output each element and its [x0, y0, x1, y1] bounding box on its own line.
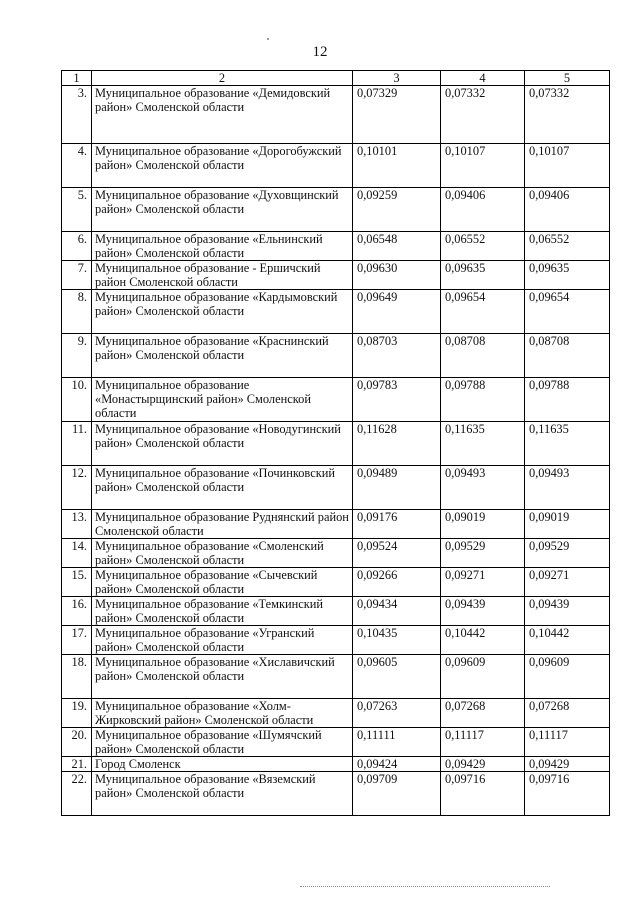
- value-col-3: 0,09424: [353, 757, 441, 772]
- row-number: 18.: [62, 655, 92, 699]
- municipality-name: Муниципальное образование «Холм-Жирковский район» Смоленской области: [92, 699, 353, 728]
- value-col-3: 0,11628: [353, 422, 441, 466]
- value-col-4: 0,09271: [441, 568, 525, 597]
- municipality-name: Муниципальное образование «Духовщинский район» Смоленской области: [92, 188, 353, 232]
- value-col-5: 0,08708: [525, 334, 610, 378]
- value-col-3: 0,09434: [353, 597, 441, 626]
- table-row: [62, 757, 610, 772]
- municipality-name: Муниципальное образование «Ельнинский район» Смоленской области: [92, 232, 353, 261]
- table-row: [62, 466, 610, 510]
- municipality-name: Муниципальное образование - Ершичский район Смоленской области: [92, 261, 353, 290]
- table-row: [62, 261, 610, 290]
- municipality-name: Муниципальное образование «Демидовский район» Смоленской области: [92, 86, 353, 144]
- value-col-5: 0,06552: [525, 232, 610, 261]
- table-row: [62, 539, 610, 568]
- value-col-5: 0,09788: [525, 378, 610, 422]
- municipality-name: Муниципальное образование «Темкинский район» Смоленской области: [92, 597, 353, 626]
- table-row: [62, 510, 610, 539]
- value-col-3: 0,06548: [353, 232, 441, 261]
- table-row: [62, 728, 610, 757]
- table-row: [62, 378, 610, 422]
- value-col-3: 0,09259: [353, 188, 441, 232]
- table-row: [62, 568, 610, 597]
- value-col-5: 0,07268: [525, 699, 610, 728]
- row-number: 6.: [62, 232, 92, 261]
- value-col-5: 0,09429: [525, 757, 610, 772]
- municipality-name: Муниципальное образование «Смоленский район» Смоленской области: [92, 539, 353, 568]
- row-number: 4.: [62, 144, 92, 188]
- table-row: [62, 655, 610, 699]
- table-row: [62, 86, 610, 144]
- table-header-row: [62, 71, 610, 86]
- row-number: 17.: [62, 626, 92, 655]
- row-number: 20.: [62, 728, 92, 757]
- value-col-3: 0,09176: [353, 510, 441, 539]
- value-col-4: 0,09406: [441, 188, 525, 232]
- scan-speck: [267, 38, 269, 40]
- value-col-3: 0,09489: [353, 466, 441, 510]
- value-col-4: 0,09788: [441, 378, 525, 422]
- table-row: [62, 290, 610, 334]
- municipality-name: Муниципальное образование «Шумячский район» Смоленской области: [92, 728, 353, 757]
- header-col-1: 1: [62, 71, 92, 86]
- value-col-3: 0,10101: [353, 144, 441, 188]
- row-number: 21.: [62, 757, 92, 772]
- header-col-3: 3: [353, 71, 441, 86]
- value-col-3: 0,09783: [353, 378, 441, 422]
- table-row: [62, 232, 610, 261]
- row-number: 22.: [62, 772, 92, 816]
- value-col-5: 0,09271: [525, 568, 610, 597]
- value-col-3: 0,07263: [353, 699, 441, 728]
- value-col-3: 0,10435: [353, 626, 441, 655]
- value-col-4: 0,11117: [441, 728, 525, 757]
- table-body: [62, 86, 610, 816]
- municipality-name: Муниципальное образование «Кардымовский район» Смоленской области: [92, 290, 353, 334]
- value-col-4: 0,09439: [441, 597, 525, 626]
- value-col-4: 0,09429: [441, 757, 525, 772]
- value-col-5: 0,09716: [525, 772, 610, 816]
- value-col-4: 0,09609: [441, 655, 525, 699]
- footer-rule: [300, 886, 550, 887]
- row-number: 13.: [62, 510, 92, 539]
- value-col-3: 0,09630: [353, 261, 441, 290]
- municipality-name: Муниципальное образование «Краснинский район» Смоленской области: [92, 334, 353, 378]
- value-col-4: 0,08708: [441, 334, 525, 378]
- value-col-4: 0,09493: [441, 466, 525, 510]
- header-col-2: 2: [92, 71, 353, 86]
- table-row: [62, 772, 610, 816]
- row-number: 8.: [62, 290, 92, 334]
- row-number: 12.: [62, 466, 92, 510]
- table-row: [62, 144, 610, 188]
- table-row: [62, 699, 610, 728]
- table-row: [62, 334, 610, 378]
- municipality-name: Муниципальное образование Руднянский район Смоленской области: [92, 510, 353, 539]
- value-col-4: 0,09654: [441, 290, 525, 334]
- table-row: [62, 422, 610, 466]
- value-col-5: 0,09654: [525, 290, 610, 334]
- value-col-5: 0,09635: [525, 261, 610, 290]
- value-col-3: 0,09266: [353, 568, 441, 597]
- value-col-4: 0,09019: [441, 510, 525, 539]
- municipality-name: Муниципальное образование «Новодугинский район» Смоленской области: [92, 422, 353, 466]
- value-col-4: 0,09635: [441, 261, 525, 290]
- value-col-4: 0,09716: [441, 772, 525, 816]
- municipality-name: Муниципальное образование «Монастырщинский район» Смоленской области: [92, 378, 353, 422]
- value-col-4: 0,09529: [441, 539, 525, 568]
- value-col-5: 0,09439: [525, 597, 610, 626]
- value-col-3: 0,09524: [353, 539, 441, 568]
- row-number: 11.: [62, 422, 92, 466]
- row-number: 9.: [62, 334, 92, 378]
- row-number: 5.: [62, 188, 92, 232]
- municipality-name: Муниципальное образование «Угранский район» Смоленской области: [92, 626, 353, 655]
- row-number: 15.: [62, 568, 92, 597]
- value-col-4: 0,10442: [441, 626, 525, 655]
- value-col-4: 0,07332: [441, 86, 525, 144]
- municipality-name: Город Смоленск: [92, 757, 353, 772]
- value-col-5: 0,09019: [525, 510, 610, 539]
- municipality-name: Муниципальное образование «Починковский район» Смоленской области: [92, 466, 353, 510]
- value-col-3: 0,11111: [353, 728, 441, 757]
- value-col-4: 0,10107: [441, 144, 525, 188]
- value-col-5: 0,10442: [525, 626, 610, 655]
- value-col-5: 0,07332: [525, 86, 610, 144]
- value-col-4: 0,07268: [441, 699, 525, 728]
- row-number: 7.: [62, 261, 92, 290]
- value-col-3: 0,08703: [353, 334, 441, 378]
- table-row: [62, 597, 610, 626]
- table-row: [62, 626, 610, 655]
- value-col-3: 0,09709: [353, 772, 441, 816]
- value-col-3: 0,09605: [353, 655, 441, 699]
- row-number: 10.: [62, 378, 92, 422]
- page-number: 12: [312, 44, 328, 60]
- value-col-5: 0,11117: [525, 728, 610, 757]
- value-col-3: 0,07329: [353, 86, 441, 144]
- value-col-5: 0,09493: [525, 466, 610, 510]
- value-col-3: 0,09649: [353, 290, 441, 334]
- value-col-5: 0,10107: [525, 144, 610, 188]
- row-number: 3.: [62, 86, 92, 144]
- table-row: [62, 188, 610, 232]
- value-col-5: 0,09609: [525, 655, 610, 699]
- row-number: 16.: [62, 597, 92, 626]
- value-col-5: 0,09529: [525, 539, 610, 568]
- row-number: 19.: [62, 699, 92, 728]
- value-col-5: 0,11635: [525, 422, 610, 466]
- header-col-5: 5: [525, 71, 610, 86]
- municipality-name: Муниципальное образование «Вяземский район» Смоленской области: [92, 772, 353, 816]
- municipality-name: Муниципальное образование «Сычевский район» Смоленской области: [92, 568, 353, 597]
- coefficients-table: [61, 70, 610, 816]
- municipality-name: Муниципальное образование «Хиславичский район» Смоленской области: [92, 655, 353, 699]
- value-col-4: 0,11635: [441, 422, 525, 466]
- value-col-4: 0,06552: [441, 232, 525, 261]
- header-col-4: 4: [441, 71, 525, 86]
- value-col-5: 0,09406: [525, 188, 610, 232]
- municipality-name: Муниципальное образование «Дорогобужский район» Смоленской области: [92, 144, 353, 188]
- row-number: 14.: [62, 539, 92, 568]
